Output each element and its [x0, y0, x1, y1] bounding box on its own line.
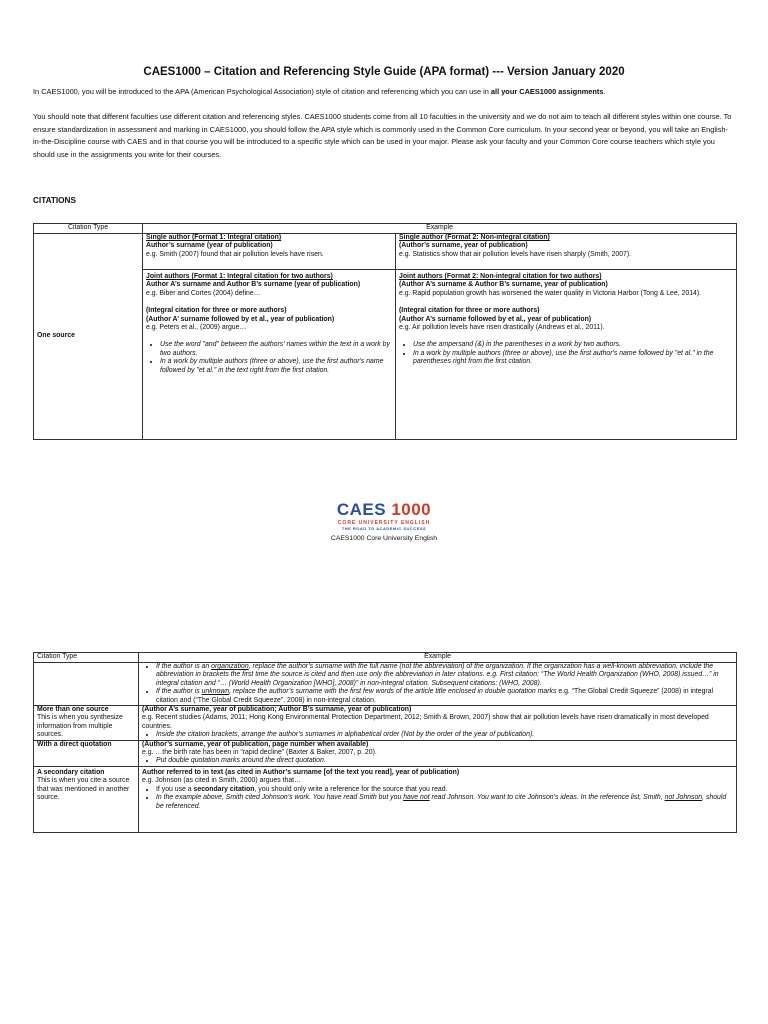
intro-paragraph-2: You should note that different faculties use different citation and referencing styles. CAES1000 students come from all 10 faculties in the university and we do not aim to teach all different styles within one course. To ensure standardization in assessment and marking in CAES1000, you should follow the APA style which is commonly used in the Common Core curriculum. In your second year or beyond, you will take an English-in-the-Discipline course with CAES and in that course you will be introduced to a specific style which can be used in your major. Please ask your faculty and your Common Core course teachers which style you should use in the assignments you write for their courses.: [33, 112, 732, 159]
cell-secondary-citation: Author referred to in text (as cited in Author’s surname [of the text you read], year of publication) e.g. Johnson (as cited in Smith, 2000) argues that… • If you use a secondary citation, you should only write a reference for the source that you read. • In the example above, Smith cited Johnson’s work. You have read Smith but you have not read Johnson. You want to cite Johnson’s ideas. In the reference list, Smith, not Johnson, should be referenced.: [139, 766, 737, 832]
row-more-than-one-source: More than one source This is when you synthesize information from multiple sources.: [34, 706, 139, 741]
column-header-example: Example: [139, 653, 737, 663]
row-secondary-citation: A secondary citation This is when you cite a source that was mentioned in another source.: [34, 766, 139, 832]
citation-table-special-cases: [33, 652, 737, 833]
list-item: • Inside the citation brackets, arrange the author’s surnames in alphabetical order (Not by the order of the year of publication).: [156, 731, 733, 739]
row-label-one-source: One source: [34, 234, 143, 440]
list-item: • Use the ampersand (&) in the parentheses in a work by two authors.: [413, 341, 733, 349]
citation-table-one-source: [33, 223, 737, 440]
intro-paragraph-1: In CAES1000, you will be introduced to the APA (American Psychological Association) style of citation and referencing which you can use in all your CAES1000 assignments.: [33, 87, 606, 96]
caes1000-logo: [0, 500, 768, 542]
list-item: • Put double quotation marks around the direct quotation.: [156, 757, 733, 765]
logo-slogan: THE ROAD TO ACADEMIC SUCCESS: [341, 526, 427, 531]
column-header-example: Example: [143, 224, 737, 234]
joint-integral-tips: [146, 341, 392, 375]
list-item: • In a work by multiple authors (three or above), use the first author's name followed by "et al." in the text right from the first citation.: [160, 358, 392, 375]
cell-empty-type: [34, 663, 139, 706]
logo-tagline: CORE UNIVERSITY ENGLISH: [337, 520, 431, 526]
logo-wordmark: CAES 1000: [336, 500, 432, 519]
cell-single-nonintegral: Single author (Format 2: Non-integral citation) (Author’s surname, year of publication) e.g. Statistics show that air pollution levels have risen sharply (Smith, 2007).: [396, 234, 737, 270]
cell-author-variants: [139, 663, 737, 706]
cell-single-integral: Single author (Format 1: Integral citation) Author’s surname (year of publication) e.g. Smith (2007) found that air pollution levels have risen.: [143, 234, 396, 270]
cell-joint-nonintegral: Joint authors (Format 2: Non-integral citation for two authors) (Author A’s surname & Author B’s surname, year of publication) e.g. Rapid population growth has worsened the water quality in Victoria Harbor (Tong & Lee, 2014). (Integral citation for three or more authors) (Author A’s surname followed by et al., year of publication) e.g. Air pollution levels have risen drastically (Andrews et al., 2011). • Use the ampersand (&) in the parentheses in a work by two authors. • In a work by multiple authors (three or above), use the first author's name followed by "et al." in the parentheses right from the first citation.: [396, 270, 737, 440]
column-header-citation-type: Citation Type: [34, 224, 143, 234]
row-direct-quotation: With a direct quotation: [34, 740, 139, 766]
list-item: • In a work by multiple authors (three or above), use the first author's name followed by "et al." in the parentheses right from the first citation.: [413, 350, 733, 367]
list-item: • If you use a secondary citation, you should only write a reference for the source that you read.: [156, 786, 733, 794]
column-header-citation-type: Citation Type: [34, 653, 139, 663]
list-item: • If the author is an organization, replace the author’s surname with the full name (not the abbreviation) of the organization. If the organization has a well-known abbreviation, include the abbreviation in brackets the first time the source is cited and then use only the abbreviation in later citations. e.g. First citation: “The World Health Organization (WHO, 2008) issued…” in integral citation and “… (World Health Organization [WHO], 2008)” in non-integral citation. Subsequent citations: (WHO, 2008).: [156, 663, 733, 688]
list-item: • In the example above, Smith cited Johnson’s work. You have read Smith but you have not read Johnson. You want to cite Johnson’s ideas. In the reference list, Smith, not Johnson, should be referenced.: [156, 794, 733, 811]
document-title: CAES1000 – Citation and Referencing Style Guide (APA format) --- Version January 2020: [143, 66, 625, 78]
joint-nonintegral-tips: [399, 341, 733, 366]
cell-direct-quotation: (Author’s surname, year of publication, page number when available) e.g. …the birth rate has been in “rapid decline” (Baxter & Baker, 2007, p. 20). • Put double quotation marks around the direct quotation.: [139, 740, 737, 766]
cell-joint-integral: Joint authors (Format 1: Integral citation for two authors) Author A’s surname and Author B’s surname (year of publication) e.g. Biber and Cortes (2004) define… (Integral citation for three or more authors) (Author A’ surname followed by et al., year of publication) e.g. Peters et al., (2009) argue… • Use the word "and" between the authors' names within the text in a work by two authors. • In a work by multiple authors (three or above), use the first author's name followed by "et al." in the text right from the first citation.: [143, 270, 396, 440]
list-item: • If the author is unknown, replace the author’s surname with the first few words of the article title enclosed in double quotation marks e.g. “The Global Credit Squeeze” (2008) in integral citation and (“The Global Credit Squeeze”, 2008) in non-integral citation.: [156, 688, 733, 705]
cell-more-than-one-source: (Author A’s surname, year of publication; Author B’s surname, year of publication) e.g. Recent studies (Adams, 2011; Hong Kong Environmental Protection Department, 2012; Smith & Brown, 2007) show that air pollution levels have risen dramatically in most developed countries. • Inside the citation brackets, arrange the author’s surnames in alphabetical order (Not by the order of the year of publication).: [139, 706, 737, 741]
logo-caption: CAES1000 Core University English: [330, 535, 438, 542]
section-heading: CITATIONS: [33, 196, 76, 205]
list-item: • Use the word "and" between the authors' names within the text in a work by two authors.: [160, 341, 392, 358]
